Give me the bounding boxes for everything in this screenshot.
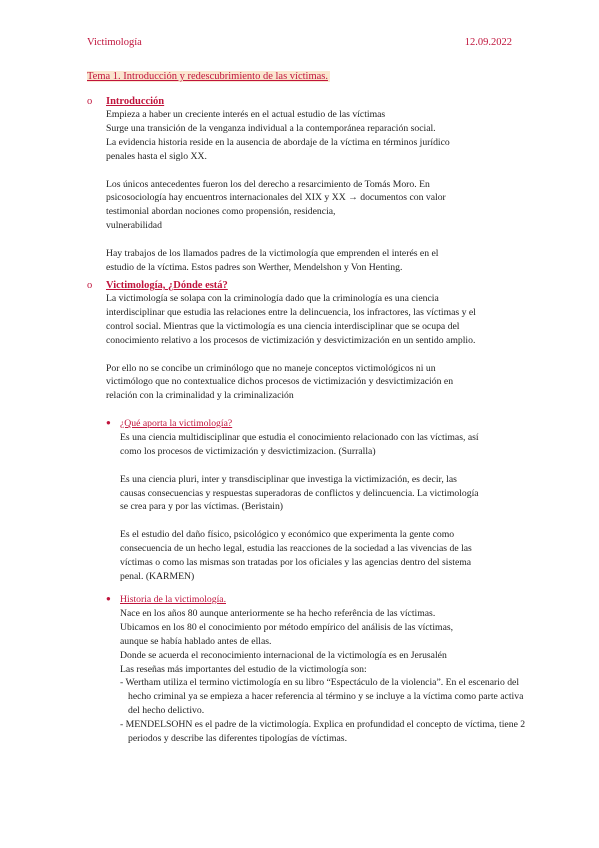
subsection-body <box>120 607 526 746</box>
heading-text: Historia de la victimología. <box>120 594 226 605</box>
text-line: como los procesos de victimización y desvictimizacion. (Surralla) <box>120 445 376 457</box>
text-line: consecuencia de un hecho legal, estudia las reacciones de la sociedad a las vivencias de las <box>120 543 472 555</box>
text-line: Las reseñas más importantes del estudio de la victimología son: <box>120 663 367 675</box>
text-line: penales hasta el siglo XX. <box>106 150 207 162</box>
text-line: interdisciplinar que estudia las relaciones entre la delincuencia, los infractores, las víctimas y el <box>106 306 476 318</box>
text-line: se crea para y por las víctimas. (Beristain) <box>120 501 284 513</box>
text-line: testimonial abordan nociones como propensión, residencia, <box>106 206 336 218</box>
section-donde-esta <box>87 279 527 403</box>
text-line: causas consecuencias y respuestas superadoras de conflictos y delincuencia. La victimología <box>120 487 479 499</box>
text-line: Empieza a haber un creciente interés en el actual estudio de las víctimas <box>106 109 386 120</box>
text-line: Surge una transición de la venganza individual a la contemporánea reparación social. <box>106 122 436 134</box>
text-line: La evidencia historia reside en la ausencia de abordaje de la víctima en términos jurídico <box>106 136 450 148</box>
text-line: Por ello no se concibe un criminólogo que no maneje conceptos victimológicos ni un <box>106 362 436 374</box>
text-line: relación con la criminalidad y la criminalización <box>106 390 294 402</box>
text-line: Es una ciencia multidisciplinar que estudia el conocimiento relacionado con las víctimas, así <box>120 431 479 443</box>
section-introduccion <box>87 95 527 275</box>
text-line: vulnerabilidad <box>106 220 162 232</box>
heading-text: ¿Qué aporta la victimología? <box>120 418 233 429</box>
text-line: conocimiento relativo a los procesos de victimización y desvictimización en un sentido amplio. <box>106 334 476 346</box>
text-line: estudio de la víctima. Estos padres son Werther, Mendelshon y Von Henting. <box>106 261 403 273</box>
list-item: - Wertham utiliza el termino victimología en su libro “Espectáculo de la violencia”. En el escenario del hecho criminal ya se empieza a hacer referencia al término y se incluye a la víctima como parte activa del hecho delictivo. <box>120 677 524 717</box>
text-line: psicosociología hay encuentros internacionales del XIX y XX → documentos con valor <box>106 192 446 204</box>
section-body <box>106 108 527 275</box>
subsection-heading <box>106 592 526 607</box>
subsection-heading <box>106 416 526 431</box>
text-line: aunque se había hablado antes de ellas. <box>120 635 272 647</box>
text-line: Ubicamos en los 80 el conocimiento por método empírico del análisis de las víctimas, <box>120 621 454 633</box>
bullet-dot-icon: ● <box>106 594 111 603</box>
bullet-circle-icon: o <box>87 280 93 291</box>
subsection-historia <box>106 592 526 746</box>
text-line: Hay trabajos de los llamados padres de la victimología que emprenden el interés en el <box>106 248 439 260</box>
text-line: La victimología se solapa con la criminología dado que la criminología es una ciencia <box>106 293 439 304</box>
subsection-body <box>120 431 526 584</box>
text-line: Los únicos antecedentes fueron los del derecho a resarcimiento de Tomás Moro. En <box>106 178 430 190</box>
text-line: Nace en los años 80 aunque anteriormente se ha hecho referência de las víctimas. <box>120 607 436 619</box>
text-line: Es una ciencia pluri, inter y transdisciplinar que investiga la victimización, es decir, las <box>120 473 457 485</box>
subsection-que-aporta <box>106 416 526 584</box>
header-title: Victimología <box>87 37 142 48</box>
section-body <box>106 292 527 403</box>
text-line: víctimas o como las mismas son tratadas por los oficiales y las agencias dentro del sistema <box>120 557 472 569</box>
bullet-dot-icon: ● <box>106 418 111 427</box>
text-line: Es el estudio del daño físico, psicológico y económico que experimenta la gente como <box>120 529 455 541</box>
bullet-circle-icon: o <box>87 96 93 107</box>
heading-text: Introducción <box>106 96 165 107</box>
topic-title: Tema 1. Introducción y redescubrimiento de las víctimas. <box>87 71 328 82</box>
text-line: penal. (KARMEN) <box>120 570 195 582</box>
header-date: 12.09.2022 <box>464 37 512 48</box>
section-heading <box>87 95 527 108</box>
text-line: Donde se acuerda el reconocimiento internacional de la victimología es en Jerusalén <box>120 649 447 661</box>
list-item: - MENDELSOHN es el padre de la victimología. Explica en profundidad el concepto de víctima, tiene 2 periodos y describe las diferentes tipologías de víctimas. <box>120 719 526 745</box>
heading-text: Victimología, ¿Dónde está? <box>106 280 228 291</box>
text-line: control social. Mientras que la victimología es una ciencia interdisciplinar que se ocupa del <box>106 320 460 332</box>
section-heading <box>87 279 527 292</box>
text-line: victimólogo que no contextualice dichos procesos de victimización y desvictimización en <box>106 376 454 388</box>
